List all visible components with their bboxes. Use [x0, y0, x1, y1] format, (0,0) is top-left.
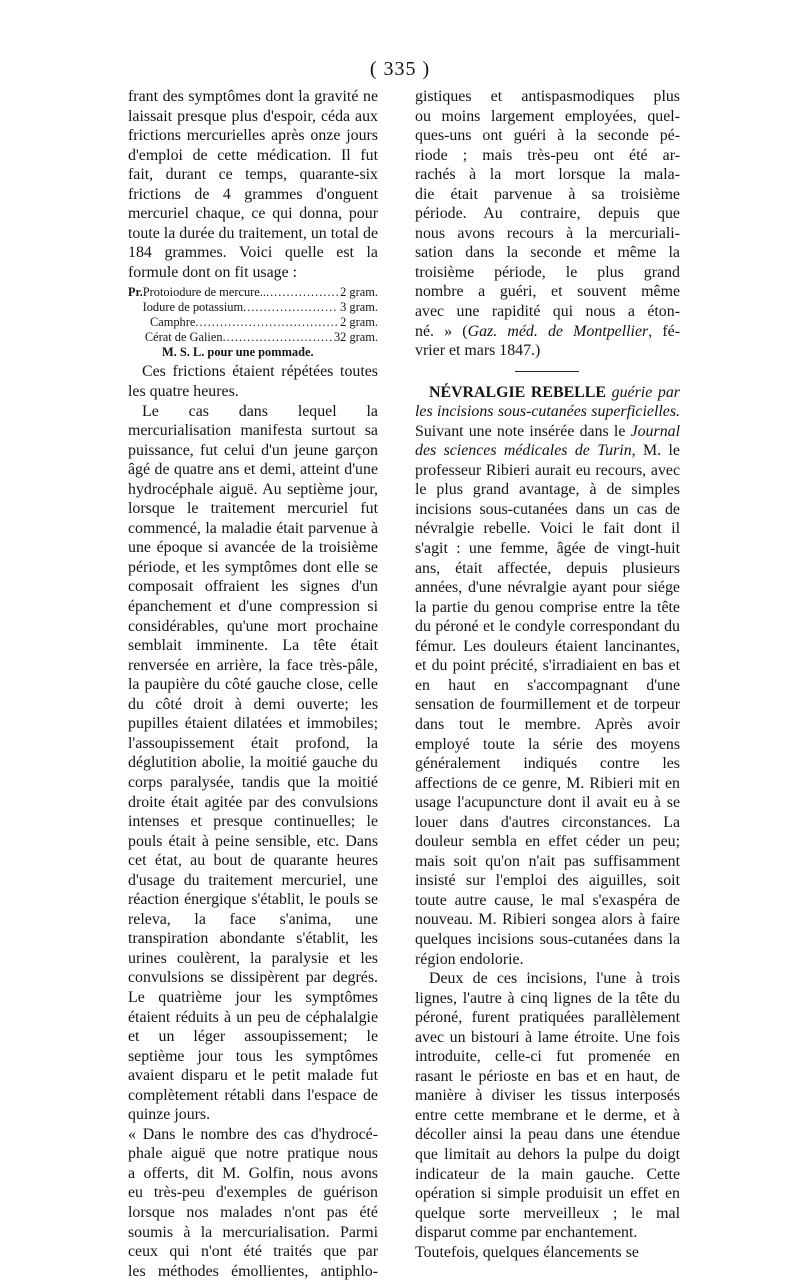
- recipe-prefix: Pr.: [128, 285, 143, 300]
- page-number: ( 335 ): [369, 58, 431, 80]
- text-line: période. Au contraire, depuis que: [415, 205, 680, 223]
- text-line: ceux qui n'ont été traités que par: [128, 1243, 378, 1261]
- recipe-item-name: Protoiodure de mercure..: [142, 285, 266, 300]
- text-line: gistiques et antispasmodiques plus: [415, 88, 680, 105]
- citation-line: [415, 322, 680, 342]
- text-line: soumis à la mercurialisation. Parmi: [128, 1223, 378, 1241]
- article-text: , M. le professeur Ribieri aurait eu recours, avec le plus grand avantage, à de simples incisions sous-cutanées dans un cas de névralgie rebelle. Voici le fait dont il s'agit : une femme, âgée de vingt-huit ans, était affectée, depuis plusieurs années, d'une névralgie ayant pour siége la partie du genou comprise entre la tête du péroné et le condyle correspondant du fémur. Les douleurs étaient lancinantes, et du point précité, s'irradiaient en bas et en haut en s'accompagnant d'une sensation de fourmillement et de torpeur dans tout le membre. Après avoir employé toute la série des moyens généralement indiqués contre les affections de ce genre, M. Ribieri mit en usage l'acupuncture dont il avait eu à se louer dans d'autres circonstances. La douleur sembla en effet céder un peu; mais soit qu'on n'ait pas suffisamment insisté sur l'emploi des aiguilles, soit toute autre cause, le mal s'exaspéra de nouveau. M. Ribieri songea alors à faire quelques incisions sous-cutanées dans la région endolorie.: [415, 442, 680, 968]
- right-column: [415, 87, 680, 1262]
- recipe-leader-dots: [195, 315, 338, 330]
- citation-continue: , fé-: [648, 322, 680, 340]
- paragraph-left-1: frant des symptômes dont la gravité ne laissait presque plus d'espoir, céda aux frictions mercurielles après onze jours d'emploi de cette médication. Il fut fait, durant ce temps, quarante-six frictions de 4 grammes d'onguent mercuriel chaque, ce qui donna, pour toute la durée du traitement, un total de 184 grammes. Voici quelle est la formule dont on fit usage :: [128, 88, 378, 281]
- text-line: eu très-peu d'exemples de guérison: [128, 1184, 378, 1202]
- recipe-leader-dots: [223, 330, 332, 345]
- text-line: sation dans la seconde et même la: [415, 244, 680, 262]
- paragraph-right-1: [415, 87, 680, 361]
- journal-name: Journal des sciences médicales de Turin: [415, 422, 680, 460]
- text-line: rachés à la mort lorsque la mala-: [415, 166, 680, 184]
- text-line: ou moins largement employées, quel-: [415, 107, 680, 125]
- recipe-block: [128, 285, 378, 360]
- text-line: troisième période, le plus grand: [415, 263, 680, 281]
- section-divider: [515, 371, 579, 372]
- recipe-item-qty: 2 gram.: [340, 315, 378, 330]
- recipe-leader-dots: [243, 300, 338, 315]
- article-subheading: guérie par les incisions sous-cutanées superficielles.: [415, 383, 680, 421]
- text-line: « Dans le nombre des cas d'hydrocé-: [128, 1125, 378, 1143]
- text-line: riode ; mais très-peu ont été ar-: [415, 146, 680, 164]
- article-paragraph-2: Deux de ces incisions, l'une à trois lignes, l'autre à cinq lignes de la tête du péroné, furent pratiquées parallèlement avec un bistouri à lame étroite. Une fois introduite, celle-ci fut promenée en rasant le périoste en bas et en haut, de manière à diviser les tissus interposés entre cette membrane et le derme, et à décoller ainsi la peau dans une étendue que limitait au dehors la pulpe du doigt indicateur de la main gauche. Cette opération si simple produisit un effet en quelque sorte merveilleux ; le mal disparut comme par enchantement.: [415, 970, 680, 1242]
- text-line: nous avons recours à la mercuriali-: [415, 224, 680, 242]
- recipe-item-name: Iodure de potassium: [142, 300, 244, 315]
- paragraph-left-4: [128, 1125, 378, 1281]
- paragraph-left-2: Ces frictions étaient répétées toutes les quatre heures.: [128, 363, 378, 401]
- paragraph-left-3: Le cas dans lequel la mercurialisation manifesta surtout sa puissance, fut celui d'un jeune garçon âgé de quatre ans et demi, atteint d'une hydrocéphale aiguë. Au septième jour, lorsque le traitement mercuriel fut commencé, la maladie était parvenue à une époque si avancée de la troisième période, et les symptômes dont elle se composait offraient les signes d'un épanchement et d'une compression si considérables, qu'une mort prochaine semblait imminente. La tête était renversée en arrière, la face très-pâle, la paupière du côté gauche close, celle du côté droit à demi ouverte; les pupilles étaient dilatées et immobiles; l'assoupissement était profond, la déglutition abolie, la moitié gauche du corps paralysée, tandis que la moitié droite était agitée par des convulsions intenses et presque continuelles; le pouls était à peine sensible, etc. Dans cet état, au bout de quarante heures d'usage du traitement mercuriel, une réaction énergique s'établit, le pouls se releva, la face s'anima, une transpiration abondante s'établit, les urines coulèrent, la paralysie et les convulsions se dissipèrent par degrés. Le quatrième jour les symptômes étaient réduits à un peu de céphalalgie et un léger assoupissement; le septième jour tous les symptômes avaient disparu et le petit malade fut complètement rétabli dans l'espace de quinze jours.: [128, 402, 378, 1124]
- text-line: ques-uns ont guéri à la seconde pé-: [415, 127, 680, 145]
- recipe-note: M. S. L. pour une pommade.: [162, 345, 314, 360]
- text-line: lorsque nos malades n'ont pas été: [128, 1203, 378, 1221]
- citation-open: né. » (: [415, 322, 468, 340]
- text-line: die était parvenue à sa troisième: [415, 185, 680, 203]
- recipe-item-name: Cérat de Galien: [144, 330, 223, 345]
- recipe-row-3: [128, 315, 378, 330]
- left-column: [128, 87, 378, 1281]
- recipe-item-name: Camphre: [149, 315, 196, 330]
- article-heading: NÉVRALGIE REBELLE: [429, 383, 606, 401]
- text-line: phale aiguë que notre pratique nous: [128, 1145, 378, 1163]
- recipe-row-1: [128, 285, 378, 300]
- text-line: les méthodes émollientes, antiphlo-: [128, 1262, 378, 1280]
- recipe-item-qty: 32 gram.: [333, 330, 378, 345]
- text-line: avec une rapidité qui nous a éton-: [415, 303, 680, 321]
- text-line: a offerts, dit M. Golfin, nous avons: [128, 1164, 378, 1182]
- article-intro: [415, 383, 680, 969]
- article-last-line: Toutefois, quelques élancements se: [415, 1243, 639, 1261]
- recipe-leader-dots: [266, 285, 338, 300]
- recipe-row-4: [128, 330, 378, 345]
- article-text: Suivant une note insérée dans le: [415, 422, 631, 440]
- recipe-item-qty: 3 gram.: [340, 300, 378, 315]
- citation-journal: Gaz. méd. de Montpellier: [467, 322, 649, 340]
- text-line: nombre a guéri, et souvent même: [415, 283, 680, 301]
- citation-line-end: vrier et mars 1847.): [415, 342, 541, 360]
- recipe-row-2: [128, 300, 378, 315]
- recipe-item-qty: 2 gram.: [340, 285, 378, 300]
